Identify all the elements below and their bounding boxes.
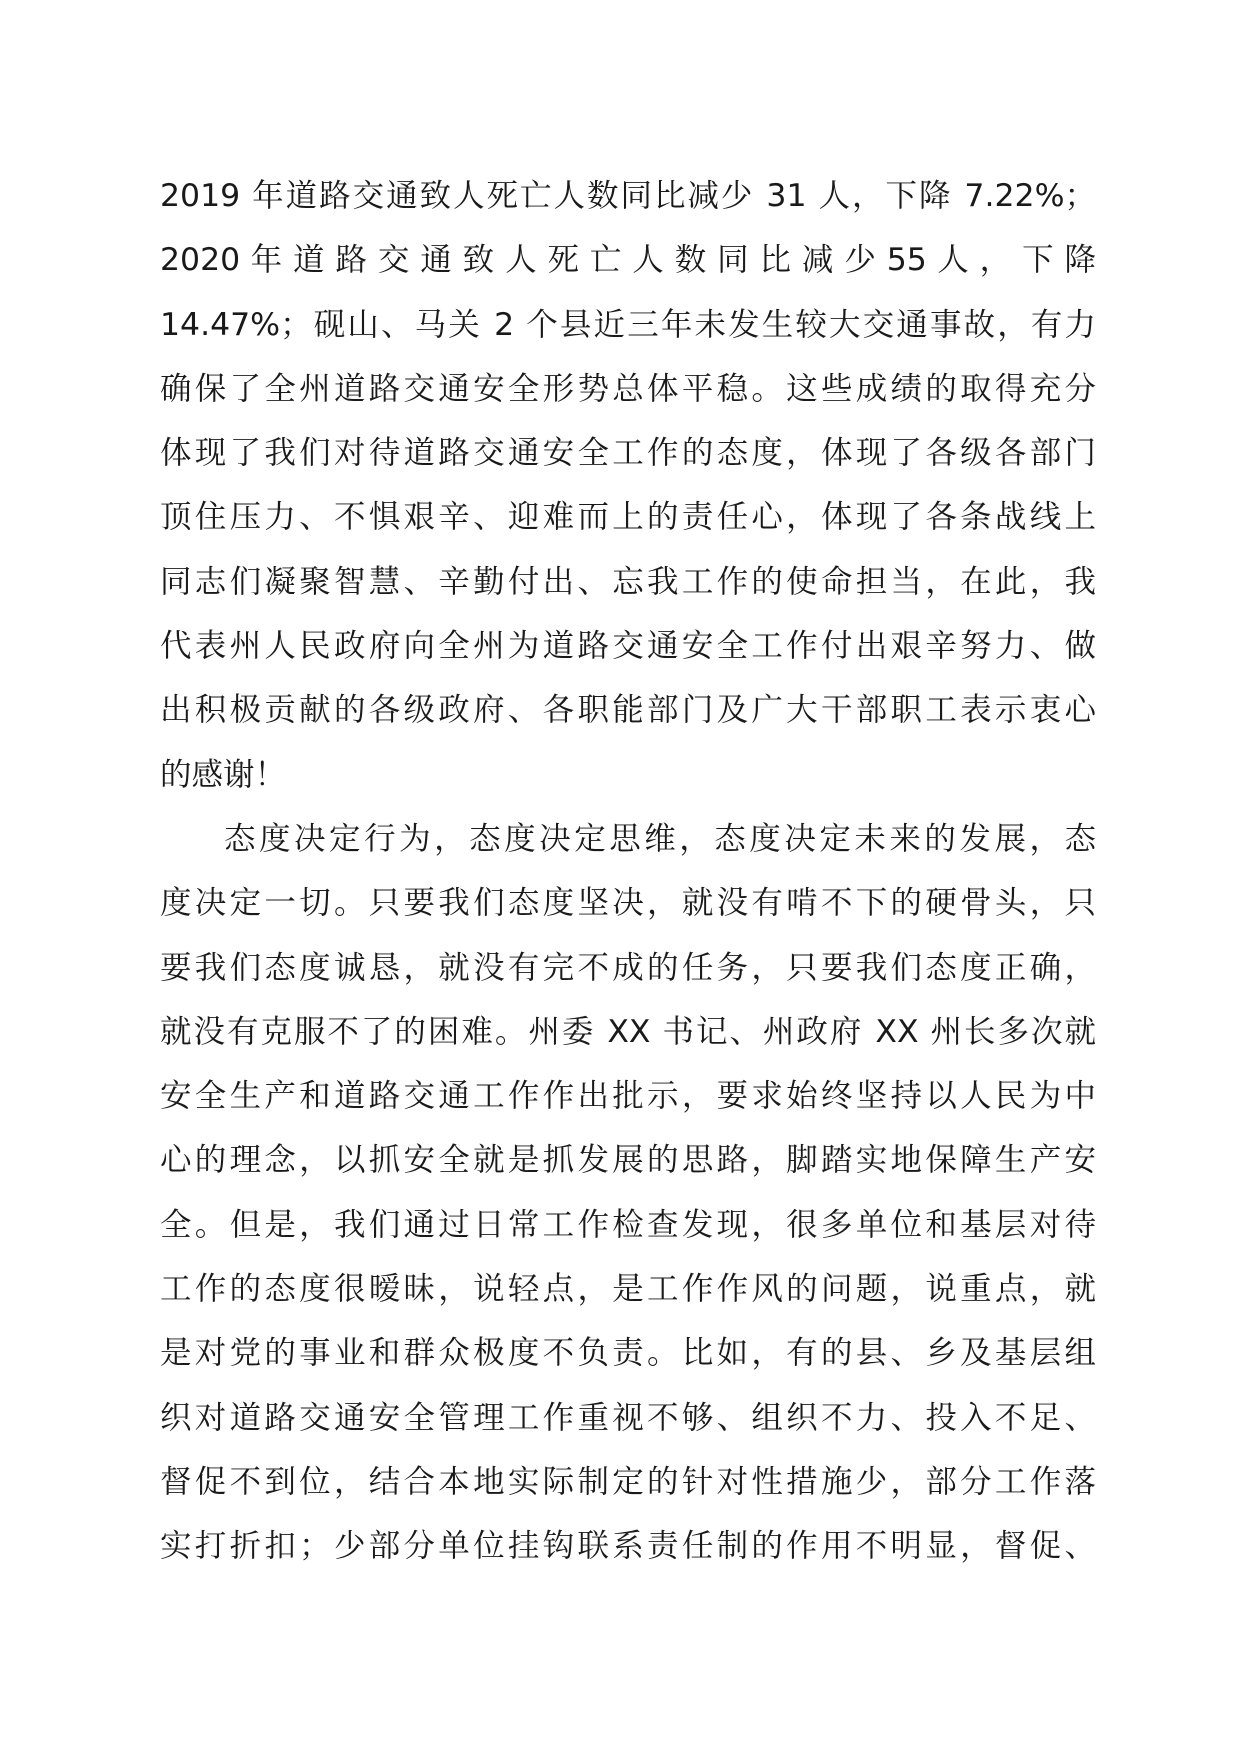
text-line: 代表州人民政府向全州为道路交通安全工作付出艰辛努力、做 — [160, 628, 1096, 665]
text-line: 是对党的事业和群众极度不负责。比如，有的县、乡及基层组 — [160, 1335, 1096, 1372]
text-line: 度决定一切。只要我们态度坚决，就没有啃不下的硬骨头，只 — [160, 885, 1096, 922]
text-line: 确保了全州道路交通安全形势总体平稳。这些成绩的取得充分 — [160, 370, 1096, 407]
text-line: 出积极贡献的各级政府、各职能部门及广大干部职工表示衷心 — [160, 692, 1096, 729]
text-line: 2019 年道路交通致人死亡人数同比减少 31 人，下降 7.22%； — [160, 178, 1096, 214]
body-text — [160, 164, 1096, 1579]
text-line: 的感谢！ — [160, 756, 287, 793]
paragraph-first-line: 态度决定行为，态度决定思维，态度决定未来的发展，态 — [224, 820, 1096, 857]
text-line: 2020 年 道 路 交 通 致 人 死 亡 人 数 同 比 减 少 55 人 ， 下 降 — [160, 242, 1096, 279]
text-line: 工作的态度很暧昧，说轻点，是工作作风的问题，说重点，就 — [160, 1271, 1096, 1308]
text-line: 14.47%；砚山、马关 2 个县近三年未发生较大交通事故，有力 — [160, 306, 1096, 343]
text-line: 就没有克服不了的困难。州委 XX 书记、州政府 XX 州长多次就 — [160, 1013, 1096, 1050]
text-line: 顶住压力、不惧艰辛、迎难而上的责任心，体现了各条战线上 — [160, 499, 1096, 536]
text-line: 督促不到位，结合本地实际制定的针对性措施少，部分工作落 — [160, 1463, 1096, 1500]
text-line: 安全生产和道路交通工作作出批示，要求始终坚持以人民为中 — [160, 1078, 1096, 1115]
text-line: 织对道路交通安全管理工作重视不够、组织不力、投入不足、 — [160, 1399, 1096, 1436]
text-line: 体现了我们对待道路交通安全工作的态度，体现了各级各部门 — [160, 435, 1096, 472]
text-line: 同志们凝聚智慧、辛勤付出、忘我工作的使命担当，在此，我 — [160, 563, 1096, 600]
text-line: 实打折扣；少部分单位挂钩联系责任制的作用不明显，督促、 — [160, 1528, 1096, 1565]
text-line: 心的理念，以抓安全就是抓发展的思路，脚踏实地保障生产安 — [160, 1142, 1096, 1179]
text-line: 全。但是，我们通过日常工作检查发现，很多单位和基层对待 — [160, 1206, 1096, 1243]
text-line: 要我们态度诚恳，就没有完不成的任务，只要我们态度正确， — [160, 949, 1096, 986]
